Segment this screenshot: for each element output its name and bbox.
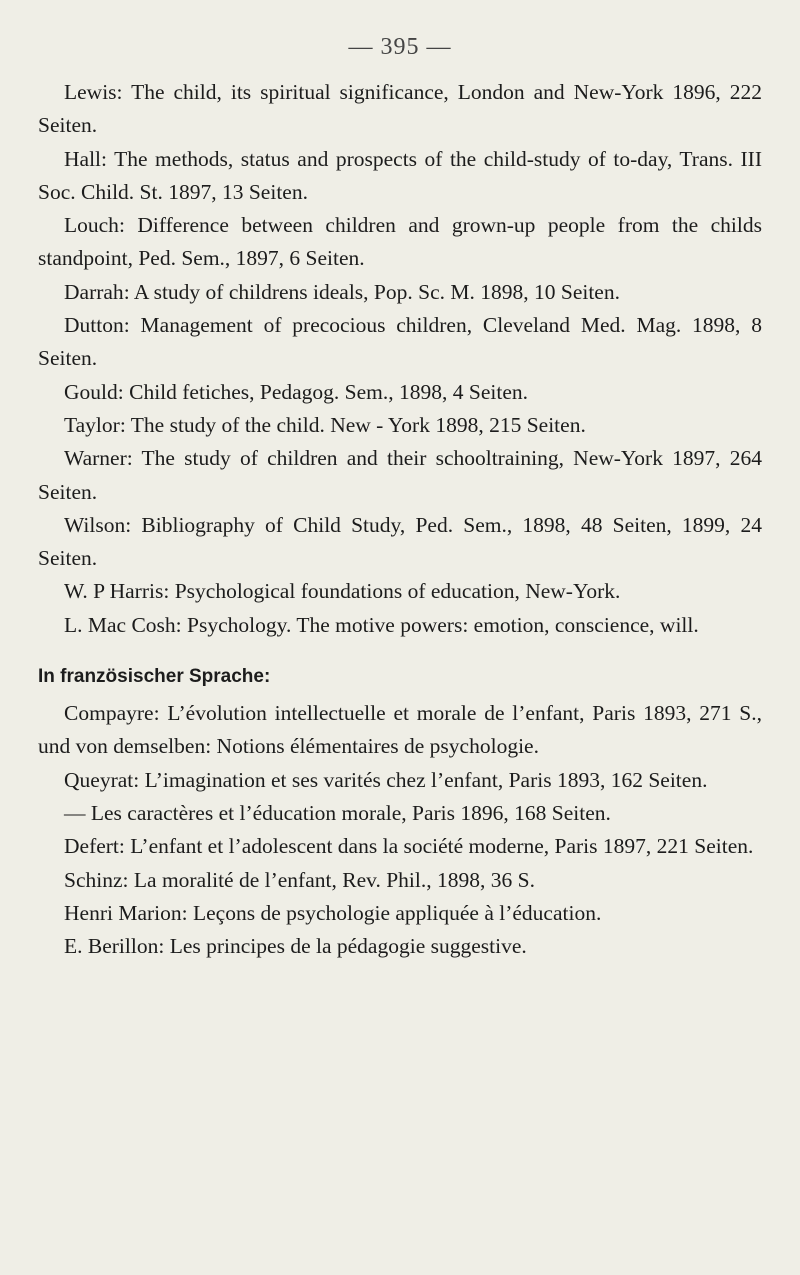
bibliography-entry: Gould: Child fetiches, Pedagog. Sem., 1898, 4 Seiten. xyxy=(64,379,529,404)
bibliography-entry: Taylor: The study of the child. New - York 1898, 215 Seiten. xyxy=(64,412,586,437)
entry-author: Schinz xyxy=(64,867,123,892)
entry-author: L. Mac Cosh xyxy=(64,612,176,637)
entry-text: Child fetiches, Pedagog. Sem., 1898, 4 Seiten. xyxy=(129,379,529,404)
english-bibliography xyxy=(38,76,762,642)
page-number: — 395 — xyxy=(348,34,452,60)
bibliography-entry: Defert: L’enfant et l’adolescent dans la société moderne, Paris 1897, 221 Seiten. xyxy=(64,834,754,859)
entry-text: Leçons de psychologie appliquée à l’éducation. xyxy=(192,900,602,925)
entry-text: Difference between children and grown-up people from the childs standpoint, Ped. Sem., 1897, 6 Seiten. xyxy=(38,213,762,271)
entry-text: The study of children and their schooltraining, New-York 1897, 264 Seiten. xyxy=(38,446,762,504)
french-bibliography xyxy=(38,697,762,963)
entry-text: L’enfant et l’adolescent dans la société moderne, Paris 1897, 221 Seiten. xyxy=(130,834,754,859)
entry-author: Defert xyxy=(64,834,119,859)
entry-author: Dutton xyxy=(64,313,124,338)
bibliography-entry: E. Berillon: Les principes de la pédagogie suggestive. xyxy=(64,934,527,959)
bibliography-entry xyxy=(38,797,762,830)
bibliography-entry: Lewis: The child, its spiritual significance, London and New-York 1896, 222 Seiten. xyxy=(38,80,762,138)
entry-author: Darrah xyxy=(64,279,124,304)
entry-text: Psychology. The motive powers: emotion, conscience, will. xyxy=(187,612,699,637)
entry-text: Bibliography of Child Study, Ped. Sem., 1898, 48 Seiten, 1899, 24 Seiten. xyxy=(38,512,762,571)
entry-author: Taylor xyxy=(64,412,120,437)
bibliography-entry: Louch: Difference between children and grown-up people from the childs standpoint, Ped. Sem., 1897, 6 Seiten. xyxy=(38,213,762,271)
bibliography-entry: Schinz: La moralité de l’enfant, Rev. Phil., 1898, 36 S. xyxy=(64,867,535,892)
entry-text: The methods, status and prospects of the child-study of to-day, Trans. III Soc. Child. St. 1897, 13 Seiten. xyxy=(38,146,762,204)
entry-text: Les principes de la pédagogie suggestive. xyxy=(169,934,527,959)
bibliography-entry: Compayre: L’évolution intellectuelle et morale de l’enfant, Paris 1893, 271 S., und von demselben: Notions élémentaires de psychologie. xyxy=(38,701,762,759)
bibliography-entry: Wilson: Bibliography of Child Study, Ped. Sem., 1898, 48 Seiten, 1899, 24 Seiten. xyxy=(38,512,762,571)
entry-author: Henri Marion xyxy=(64,900,182,925)
bibliography-entry: W. P Harris: Psychological foundations of education, New-York. xyxy=(64,579,621,604)
entry-author: — xyxy=(64,800,86,825)
bibliography-entry: Queyrat: L’imagination et ses varités chez l’enfant, Paris 1893, 162 Seiten. xyxy=(64,767,708,792)
entry-text: The child, its spiritual significance, London and New-York 1896, 222 Seiten. xyxy=(38,80,762,138)
book-page xyxy=(38,32,762,963)
entry-author: Hall xyxy=(64,146,102,171)
entry-author: Warner xyxy=(64,446,127,471)
entry-text: The study of the child. New - York 1898, 215 Seiten. xyxy=(130,412,586,437)
entry-text: L’imagination et ses varités chez l’enfant, Paris 1893, 162 Seiten. xyxy=(144,767,708,792)
bibliography-entry: Darrah: A study of childrens ideals, Pop. Sc. M. 1898, 10 Seiten. xyxy=(64,279,620,304)
entry-text: A study of childrens ideals, Pop. Sc. M. 1898, 10 Seiten. xyxy=(133,279,620,304)
entry-author: E. Berillon xyxy=(64,934,159,959)
bibliography-entry: Warner: The study of children and their schooltraining, New-York 1897, 264 Seiten. xyxy=(38,446,762,504)
entry-text: La moralité de l’enfant, Rev. Phil., 1898, 36 S. xyxy=(133,867,535,892)
entry-author: Wilson xyxy=(64,512,126,537)
entry-author: Compayre xyxy=(64,701,154,726)
entry-text: Psychological foundations of education, New-York. xyxy=(174,579,621,604)
entry-text: Les caractères et l’éducation morale, Paris 1896, 168 Seiten. xyxy=(90,800,611,825)
bibliography-entry: Hall: The methods, status and prospects of the child-study of to-day, Trans. III Soc. Child. St. 1897, 13 Seiten. xyxy=(38,146,762,204)
section-heading: In französischer Sprache: xyxy=(38,666,271,688)
entry-text: L’évolution intellectuelle et morale de l’enfant, Paris 1893, 271 S., und von demselben: Notions élémentaires de psychologie. xyxy=(38,701,762,759)
bibliography-entry: L. Mac Cosh: Psychology. The motive powers: emotion, conscience, will. xyxy=(64,612,699,637)
entry-author: Queyrat xyxy=(64,767,134,792)
entry-author: Lewis xyxy=(64,80,117,104)
entry-author: Louch xyxy=(64,213,119,238)
entry-author: W. P Harris xyxy=(64,579,164,604)
bibliography-entry: Dutton: Management of precocious children, Cleveland Med. Mag. 1898, 8 Seiten. xyxy=(38,313,762,371)
entry-text: Management of precocious children, Cleveland Med. Mag. 1898, 8 Seiten. xyxy=(38,313,762,371)
bibliography-entry: Henri Marion: Leçons de psychologie appliquée à l’éducation. xyxy=(64,900,602,925)
entry-author: Gould xyxy=(64,379,118,404)
